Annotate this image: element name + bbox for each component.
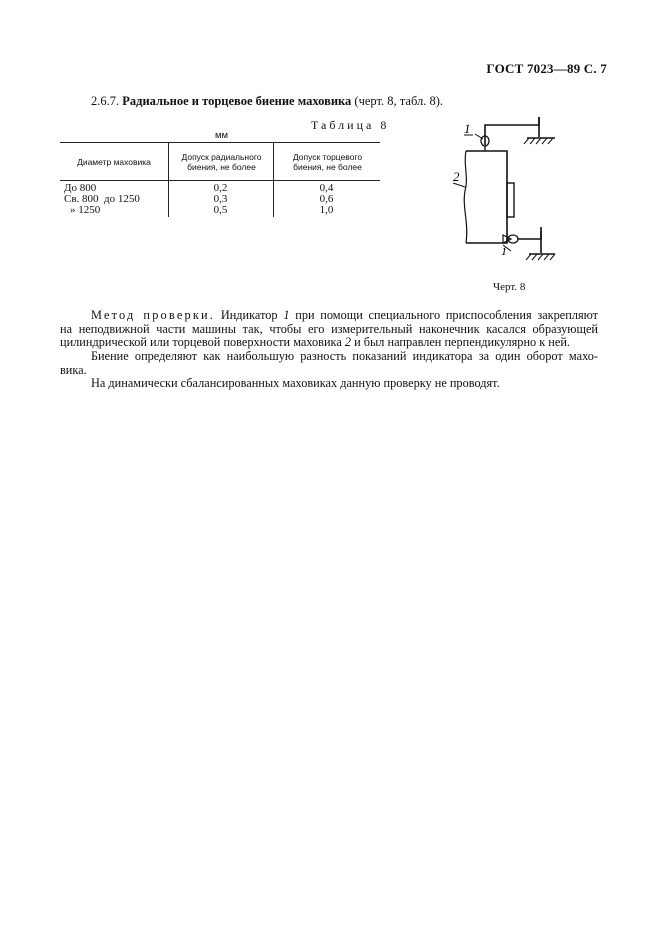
- paragraph-line: на неподвижной части машины так, чтобы его измерительный наконечник касался образующей: [60, 321, 598, 336]
- method-label: Метод проверки.: [91, 308, 216, 322]
- cell-diameter: Св. 800 до 1250: [64, 193, 140, 205]
- paragraph-line: [60, 309, 598, 323]
- top-bracket: [485, 117, 539, 145]
- text-fragment: и был направлен перпендикулярно к ней.: [354, 335, 571, 349]
- header-diameter-label: Диаметр маховика: [77, 156, 151, 167]
- bottom-ground-hatch: [526, 254, 555, 260]
- text-fragment: при помощи специального приспособления закрепляют: [295, 308, 599, 322]
- table-header: [60, 142, 380, 181]
- flywheel-hub: [507, 183, 514, 217]
- cell-face: 0,6: [319, 193, 334, 205]
- cell-radial: 0,5: [213, 204, 228, 216]
- header-radial-line2: биения, не более: [187, 161, 256, 172]
- flywheel-break-line: [464, 151, 467, 243]
- cell-radial: 0,3: [213, 193, 228, 205]
- runout-paragraph: [60, 350, 598, 377]
- text-fragment: Биение определяют как наибольшую разность показаний индикатора за один оборот махо-: [91, 349, 598, 363]
- label-indicator-top: 1: [464, 121, 471, 136]
- section-number: 2.6.7.: [91, 94, 120, 108]
- header-face-line2: биения, не более: [293, 161, 362, 172]
- label-flywheel: 2: [453, 169, 460, 184]
- paragraph-line: вика.: [60, 362, 87, 377]
- text-fragment: цилиндрической или торцевой поверхности маховика: [60, 335, 342, 349]
- paragraph-line: [60, 336, 598, 350]
- header-radial-line1: Допуск радиального: [181, 151, 262, 162]
- label-indicator-bottom: 1: [501, 244, 507, 258]
- cell-radial: 0,2: [213, 182, 228, 194]
- top-ground-hatch: [524, 138, 553, 144]
- text-fragment: Индикатор: [220, 308, 278, 322]
- header-face-tolerance: [273, 143, 381, 180]
- paragraph-line: [60, 350, 598, 364]
- bottom-bracket: [518, 231, 541, 239]
- table-body: [60, 181, 380, 221]
- indicator-ref: 1: [283, 308, 290, 322]
- paragraph-line: [60, 377, 598, 391]
- table-row: [60, 205, 380, 216]
- header-diameter: [60, 143, 168, 180]
- figure-caption: Черт. 8: [493, 281, 526, 293]
- tolerance-table: [60, 142, 380, 221]
- section-reference: (черт. 8, табл. 8).: [354, 94, 444, 108]
- header-face-line1: Допуск торцевого: [292, 151, 363, 162]
- method-paragraph: [60, 309, 598, 350]
- cell-diameter: До 800: [64, 182, 97, 194]
- cell-diameter: » 1250: [70, 204, 101, 216]
- cell-face: 0,4: [319, 182, 334, 194]
- cell-face: 1,0: [319, 204, 334, 216]
- section-title: Радиальное и торцевое биение маховика: [122, 94, 352, 108]
- flywheel-ref: 2: [344, 335, 352, 349]
- section-heading: [91, 94, 443, 109]
- header-radial-tolerance: [168, 143, 274, 180]
- table-caption: Таблица 8: [311, 118, 390, 132]
- text-fragment: На динамически сбалансированных маховиках данную проверку не проводят.: [91, 376, 500, 390]
- flywheel-body: [466, 151, 507, 243]
- table-units: мм: [215, 130, 229, 141]
- flywheel-runout-drawing: [445, 115, 560, 275]
- balanced-note-paragraph: [60, 377, 598, 391]
- page-header: ГОСТ 7023—89 С. 7: [486, 61, 607, 76]
